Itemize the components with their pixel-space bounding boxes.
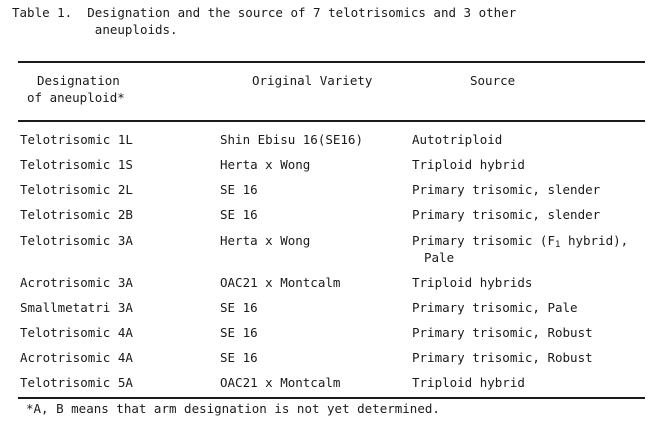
header-source: Source [470, 73, 516, 88]
cell-designation: Telotrisomic 1S [20, 157, 133, 172]
cell-variety: Herta x Wong [220, 233, 311, 248]
table-row [0, 156, 525, 173]
cell-designation: Telotrisomic 3A [20, 233, 133, 248]
cell-variety: SE 16 [220, 207, 258, 222]
table-title-line2-text: aneuploids. [94, 22, 178, 37]
cell-designation: Telotrisomic 2L [20, 182, 133, 197]
cell-designation: Acrotrisomic 4A [20, 350, 133, 365]
cell-source-text-end: hybrid), [560, 233, 629, 248]
cell-source: Triploid hybrids [412, 275, 533, 290]
cell-variety: SE 16 [220, 182, 258, 197]
cell-designation: Telotrisomic 2B [20, 207, 133, 222]
cell-source: Primary trisomic, slender [412, 207, 601, 222]
table-row [0, 374, 525, 391]
table-row [0, 181, 601, 198]
cell-variety: SE 16 [220, 325, 258, 340]
footnote: *A, B means that arm designation is not yet determined. [26, 401, 440, 416]
cell-variety: SE 16 [220, 300, 258, 315]
cell-variety: Herta x Wong [220, 157, 311, 172]
cell-variety: Shin Ebisu 16(SE16) [220, 132, 363, 147]
cell-source: Primary trisomic, slender [412, 182, 601, 197]
cell-source: Triploid hybrid [412, 157, 525, 172]
cell-source: Autotriploid [412, 132, 503, 147]
cell-designation: Smallmetatri 3A [20, 300, 133, 315]
table-title-line2 [12, 22, 178, 37]
table-title-line1: Table 1. Designation and the source of 7 telotrisomics and 3 other [12, 5, 517, 20]
table-row [0, 324, 593, 341]
cell-source: Primary trisomic, Pale [412, 300, 578, 315]
bottom-rule [18, 397, 645, 399]
header-designation: Designation [37, 73, 120, 88]
cell-designation: Acrotrisomic 3A [20, 275, 133, 290]
header-variety: Original Variety [252, 73, 373, 88]
cell-designation: Telotrisomic 5A [20, 375, 133, 390]
table-row [0, 131, 503, 148]
table-row [0, 232, 629, 266]
cell-variety: OAC21 x Montcalm [220, 375, 341, 390]
header-designation-line2: of aneuploid* [27, 90, 125, 105]
table-row [0, 274, 533, 291]
cell-source: Primary trisomic, Robust [412, 325, 593, 340]
table-title [12, 4, 516, 38]
cell-designation: Telotrisomic 4A [20, 325, 133, 340]
header-rule [18, 120, 645, 122]
table-row [0, 206, 601, 223]
cell-variety: OAC21 x Montcalm [220, 275, 341, 290]
cell-source-text: Primary trisomic (F [412, 233, 555, 248]
cell-source-subscript: 1 [555, 240, 561, 250]
top-rule [18, 61, 645, 63]
cell-source: Triploid hybrid [412, 375, 525, 390]
cell-designation: Telotrisomic 1L [20, 132, 133, 147]
table-row [0, 349, 593, 366]
cell-source: Primary trisomic, Robust [412, 350, 593, 365]
table-row [0, 299, 578, 316]
cell-source-line2: Pale [424, 250, 455, 265]
cell-variety: SE 16 [220, 350, 258, 365]
